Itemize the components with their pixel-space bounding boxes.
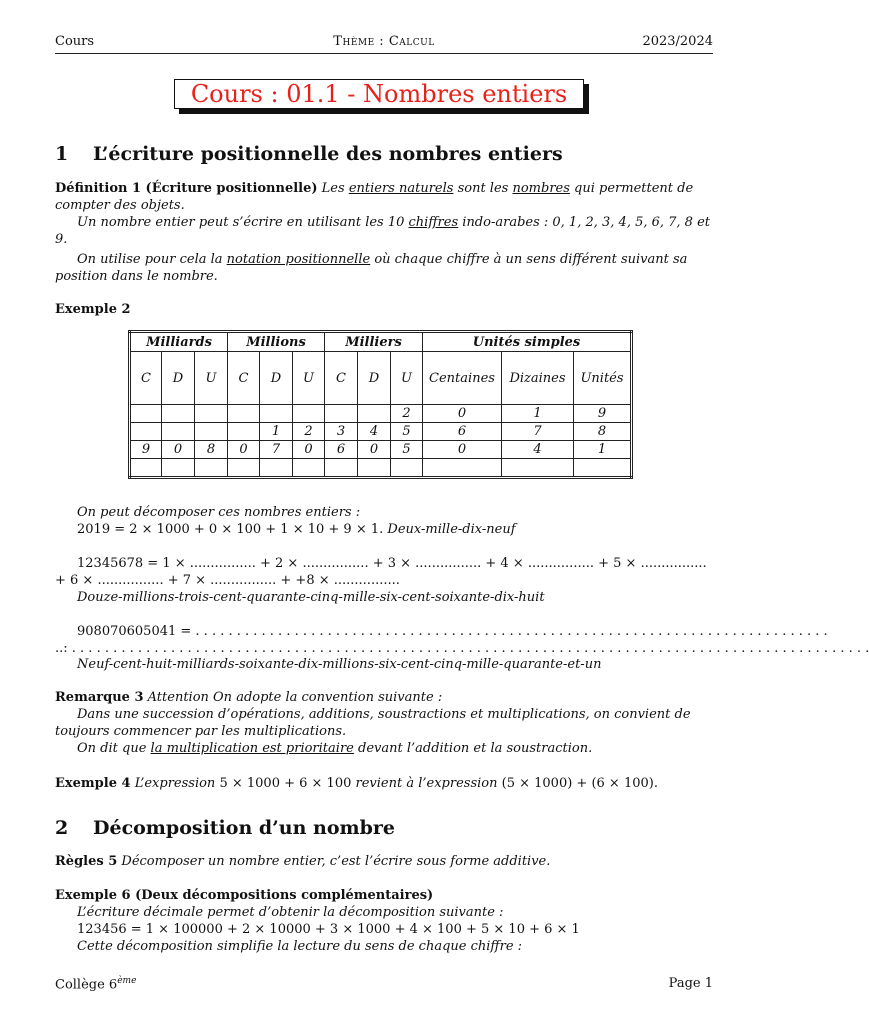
table-cell: 6 [423,423,502,441]
table-cell: 5 [391,423,423,441]
term-notation-positionnelle: notation positionnelle [226,252,371,267]
col-header: Unités [574,352,632,405]
def-text: Un nombre entier peut s’écrire en utilisant les 10 [77,215,405,230]
table-cell [130,405,162,423]
definition-1-para-3 [55,251,715,285]
positional-table [128,330,633,479]
def-text: On utilise pour cela la [77,252,223,267]
header-center: Thème : Calcul [333,34,435,49]
def-text: qui permettent de compter des objets. [55,181,694,213]
table-cell [325,405,358,423]
table-cell: 4 [358,423,391,441]
remark-3-label: Remarque 3 [55,690,144,705]
section-2-title: Décomposition d’un nombre [93,817,395,839]
header-right: 2023/2024 [642,34,713,49]
table-cell [293,405,325,423]
table-cell: 0 [293,441,325,459]
col-header: C [130,352,162,405]
footer-school: Collège 6 [55,977,118,993]
footer-left [55,976,136,992]
table-cell [391,459,423,478]
header-left: Cours [55,34,95,49]
rules-5-label: Règles 5 [55,854,118,869]
def-text: sont les [457,181,509,196]
table-cell: 9 [574,405,632,423]
table-cell [228,405,260,423]
def-text: indo-arabes : 0, 1, 2, 3, 4, 5, 6, 7, 8 et 9. [55,215,711,247]
section-2-number: 2 [55,817,69,839]
table-cell [260,405,293,423]
example-6-text-1: L’écriture décimale permet d’obtenir la décomposition suivante : [77,905,504,920]
example-expression-1: 5 × 1000 + 6 × 100 [219,776,352,791]
col-header: Dizaines [502,352,574,405]
footer-page-number: Page 1 [668,976,713,991]
col-header: U [391,352,423,405]
col-header: D [260,352,293,405]
table-cell: 3 [325,423,358,441]
table-cell: 8 [574,423,632,441]
remark-3-para-3 [55,740,715,757]
decomp-words-2019: Deux-mille-dix-neuf [387,522,516,537]
table-cell [130,459,162,478]
remark-text: Attention On adopte la convention suivante : [147,690,443,705]
table-cell [325,459,358,478]
header-rule [55,53,713,54]
col-header: U [293,352,325,405]
table-cell: 6 [325,441,358,459]
decomp-words-12345678: Douze-millions-trois-cent-quarante-cinq-mille-six-cent-soixante-dix-huit [77,590,545,605]
decomp-line-3-continued: ..: . . . . . . . . . . . . . . . . . . . . . . . . . . . . . . . . . . . . . . . . . . . . . . . . . . . . . . . . . . . . . . . . . . . . . . . . . . . . . . . . . . . . . . . . . . . . . . . . . [55,641,869,656]
example-expression-2: (5 × 1000) + (6 × 100). [501,776,658,791]
col-header: C [325,352,358,405]
table-cell [195,405,228,423]
table-cell [130,423,162,441]
example-text: revient à l’expression [355,776,498,791]
section-1-heading [55,143,563,165]
term-entiers-naturels: entiers naturels [348,181,454,196]
col-header: D [358,352,391,405]
term-nombres: nombres [512,181,570,196]
table-row [130,441,632,459]
term-chiffres: chiffres [408,215,459,230]
col-header: D [162,352,195,405]
group-milliards: Milliards [130,332,228,352]
table-cell [574,459,632,478]
page-title: Cours : 01.1 - Nombres entiers [174,79,584,109]
group-unites-simples: Unités simples [423,332,632,352]
table-cell [162,459,195,478]
definition-1-para-2 [55,214,715,248]
table-cell: 0 [228,441,260,459]
section-1-title: L’écriture positionnelle des nombres entiers [93,143,563,165]
table-cell: 2 [391,405,423,423]
table-cell: 0 [162,441,195,459]
example-6-label: Exemple 6 (Deux décompositions complémentaires) [55,888,434,903]
table-cell: 1 [574,441,632,459]
title-frame [174,79,592,113]
col-header: Centaines [423,352,502,405]
remark-text: devant l’addition et la soustraction. [358,741,593,756]
remark-text: On dit que [77,741,147,756]
table-cell: 0 [358,441,391,459]
group-milliers: Milliers [325,332,423,352]
table-cell [293,459,325,478]
table-cell: 4 [502,441,574,459]
table-cell: 9 [130,441,162,459]
group-millions: Millions [228,332,325,352]
definition-1 [55,180,715,214]
decomp-line-2: 12345678 = 1 × ................ + 2 × ................ + 3 × ................ + 4 × ................ + 5 × ................ + 6 × ................ + 7 × ................ + +8 × ................ [55,556,707,588]
table-cell [162,423,195,441]
remark-3-para-2: Dans une succession d’opérations, additions, soustractions et multiplications, on convient de toujours commencer par les multiplications. [55,707,691,739]
footer-grade-sup: ème [117,976,137,986]
table-cell [162,405,195,423]
table-cell: 0 [423,405,502,423]
remark-3 [55,689,715,706]
decomp-words-908070605041: Neuf-cent-huit-milliards-soixante-dix-millions-six-cent-cinq-mille-quarante-et-un [77,657,602,672]
definition-1-label: Définition 1 (Écriture positionnelle) [55,181,318,196]
section-1-number: 1 [55,143,69,165]
table-cell: 7 [260,441,293,459]
table-cell [358,459,391,478]
example-2-label: Exemple 2 [55,302,131,317]
table-cell: 1 [260,423,293,441]
table-cell [260,459,293,478]
decomp-intro: On peut décomposer ces nombres entiers : [77,505,361,520]
table-cell [195,459,228,478]
decomp-equation-2019: 2019 = 2 × 1000 + 0 × 100 + 1 × 10 + 9 × 1. [77,522,384,537]
table-cell: 1 [502,405,574,423]
table-cell: 5 [391,441,423,459]
col-header: C [228,352,260,405]
col-header: U [195,352,228,405]
def-text: où chaque chiffre à un sens différent suivant sa position dans le nombre. [55,252,688,284]
decomp-line-1 [55,521,715,538]
def-text: Les [321,181,345,196]
section-2-heading [55,817,395,839]
table-cell [423,459,502,478]
decomp-line-3: 908070605041 = . . . . . . . . . . . . . . . . . . . . . . . . . . . . . . . . . . . . . . . . . . . . . . . . . . . . . . . . . . . . . . . . . . . . . . . . . . . . . [77,624,828,639]
example-4 [55,775,715,792]
table-cell [228,459,260,478]
table-row [130,423,632,441]
table-cell [195,423,228,441]
term-multiplication-prioritaire: la multiplication est prioritaire [150,741,354,756]
table-cell: 0 [423,441,502,459]
table-cell: 2 [293,423,325,441]
table-cell [228,423,260,441]
rules-5 [55,853,715,870]
example-6-equation: 123456 = 1 × 100000 + 2 × 10000 + 3 × 1000 + 4 × 100 + 5 × 10 + 6 × 1 [77,922,580,937]
rules-text: Décomposer un nombre entier, c’est l’écrire sous forme additive. [121,854,551,869]
table-cell [358,405,391,423]
table-cell: 8 [195,441,228,459]
table-row [130,459,632,478]
example-4-label: Exemple 4 [55,776,131,791]
table-cell: 7 [502,423,574,441]
example-text: L’expression [134,776,216,791]
table-cell [502,459,574,478]
table-row [130,405,632,423]
example-6-text-2: Cette décomposition simplifie la lecture du sens de chaque chiffre : [77,939,523,954]
